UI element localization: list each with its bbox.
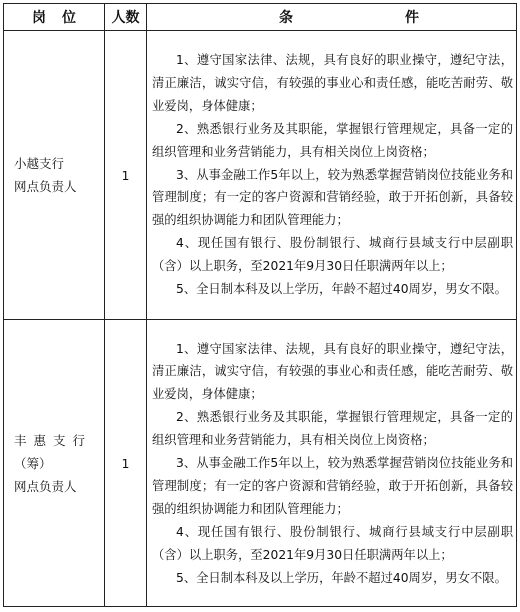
position-line: 网点负责人 <box>14 479 77 494</box>
table-row-count: 1 <box>121 167 130 183</box>
header-position-char: 位 <box>62 9 76 26</box>
header-conditions <box>279 3 419 31</box>
condition-item: 5、全日制本科及以上学历，年龄不超过40周岁，男女不限。 <box>176 282 507 297</box>
position-line: 小越支行 <box>14 156 65 171</box>
condition-item: 3、从事金融工作5年以上，较为熟悉掌握营销岗位技能业务和管理制度；有一定的客户资源和营销经验，敢于开拓创新，具备较强的组织协调能力和团队管理能力； <box>152 456 513 516</box>
condition-item: 3、从事金融工作5年以上，较为熟悉掌握营销岗位技能业务和管理制度；有一定的客户资源和营销经验，敢于开拓创新，具备较强的组织协调能力和团队管理能力； <box>152 167 513 228</box>
condition-item: 4、现任国有银行、股份制银行、城商行县域支行中层副职（含）以上职务，至2021年9月30日任职满两年以上； <box>152 236 513 274</box>
header-condition-char: 条 <box>279 9 293 26</box>
condition-item: 2、熟悉银行业务及其职能，掌握银行管理规定，具备一定的组织管理和业务营销能力，具有相关岗位上岗资格； <box>152 121 513 159</box>
table-row-conditions <box>147 31 517 319</box>
header-position-char: 岗 <box>32 9 46 26</box>
position-line-spread <box>14 429 100 452</box>
position-line: 网点负责人 <box>14 179 77 194</box>
condition-item: 1、遵守国家法律、法规，具有良好的职业操守，遵纪守法，清正廉洁，诚实守信，有较强的事业心和责任感，能吃苦耐劳、敬业爱岗，身体健康； <box>152 53 513 113</box>
table-row-count: 1 <box>121 456 130 471</box>
table-row-position <box>3 31 104 319</box>
table-row-position <box>3 320 104 607</box>
header-position <box>32 3 76 31</box>
recruitment-table <box>3 3 517 607</box>
position-line: 丰惠支行 <box>14 433 93 448</box>
header-count: 人数 <box>105 3 146 31</box>
condition-item: 4、现任国有银行、股份制银行、城商行县域支行中层副职（含）以上职务，至2021年9月30日任职满两年以上； <box>152 524 513 562</box>
condition-item: 5、全日制本科及以上学历，年龄不超过40周岁，男女不限。 <box>176 570 507 585</box>
condition-item: 2、熟悉银行业务及其职能，掌握银行管理规定，具备一定的组织管理和业务营销能力，具有相关岗位上岗资格； <box>152 410 513 448</box>
position-line: （筹） <box>14 456 52 471</box>
header-condition-char: 件 <box>405 9 419 26</box>
condition-item: 1、遵守国家法律、法规，具有良好的职业操守，遵纪守法，清正廉洁，诚实守信，有较强的事业心和责任感，能吃苦耐劳、敬业爱岗，身体健康； <box>152 341 513 402</box>
table-row-conditions <box>147 320 517 607</box>
